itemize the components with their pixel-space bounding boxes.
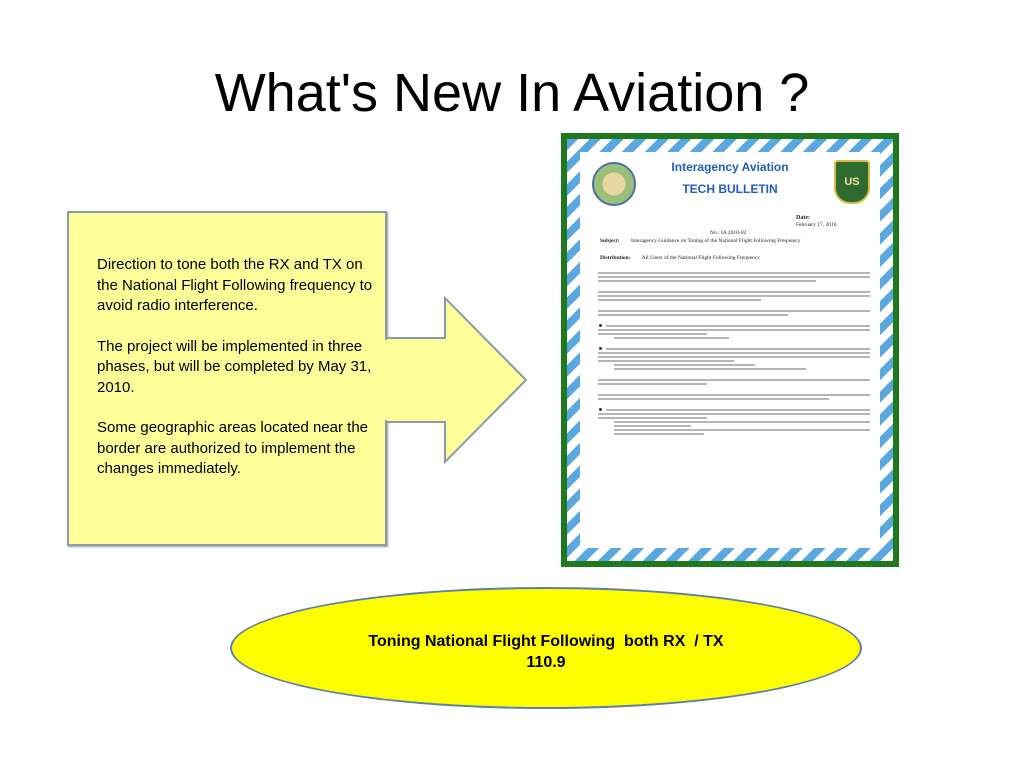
- callout-paragraph-2: The project will be implemented in three phases, but will be completed by May 31, 2010.: [97, 337, 372, 396]
- bulletin-distribution-value: All Users of the National Flight Following Frequency: [641, 255, 761, 261]
- callout-paragraph-1: Direction to tone both the RX and TX on the National Flight Following frequency to avoid radio interference.: [97, 256, 373, 314]
- bulletin-heading-2: TECH BULLETIN: [682, 182, 778, 196]
- slide-title: What's New In Aviation ?: [214, 63, 810, 123]
- bulletin-heading-1: Interagency Aviation: [671, 160, 789, 174]
- tech-bulletin-document: [561, 133, 899, 567]
- bulletin-body-text: [598, 270, 870, 437]
- bulletin-distribution-label: Distribution:: [600, 255, 631, 261]
- summary-oval-text: Toning National Flight Following both RX / TX 110.9: [368, 633, 724, 671]
- bulletin-subject-label: Subject:: [600, 238, 620, 244]
- bulletin-date-label: Date:: [796, 215, 810, 221]
- forest-service-shield-icon: US: [834, 160, 870, 204]
- summary-oval: [230, 587, 862, 709]
- callout-text: [97, 255, 387, 500]
- callout-box: [67, 211, 387, 546]
- bulletin-striped-border: [567, 139, 893, 561]
- bulletin-date-value: February 17, 2010: [796, 222, 837, 228]
- bulletin-subject: [600, 238, 872, 244]
- bulletin-distribution: [600, 255, 872, 261]
- bulletin-number: No.: IA 2010-02: [710, 230, 747, 236]
- bulletin-subject-value: Interagency Guidance on Toning of the National Flight Following Frequency: [630, 238, 801, 244]
- right-arrow-shape: [385, 290, 535, 470]
- bulletin-page: [580, 152, 880, 548]
- callout-paragraph-3: Some geographic areas located near the border are authorized to implement the changes immediately.: [97, 419, 369, 477]
